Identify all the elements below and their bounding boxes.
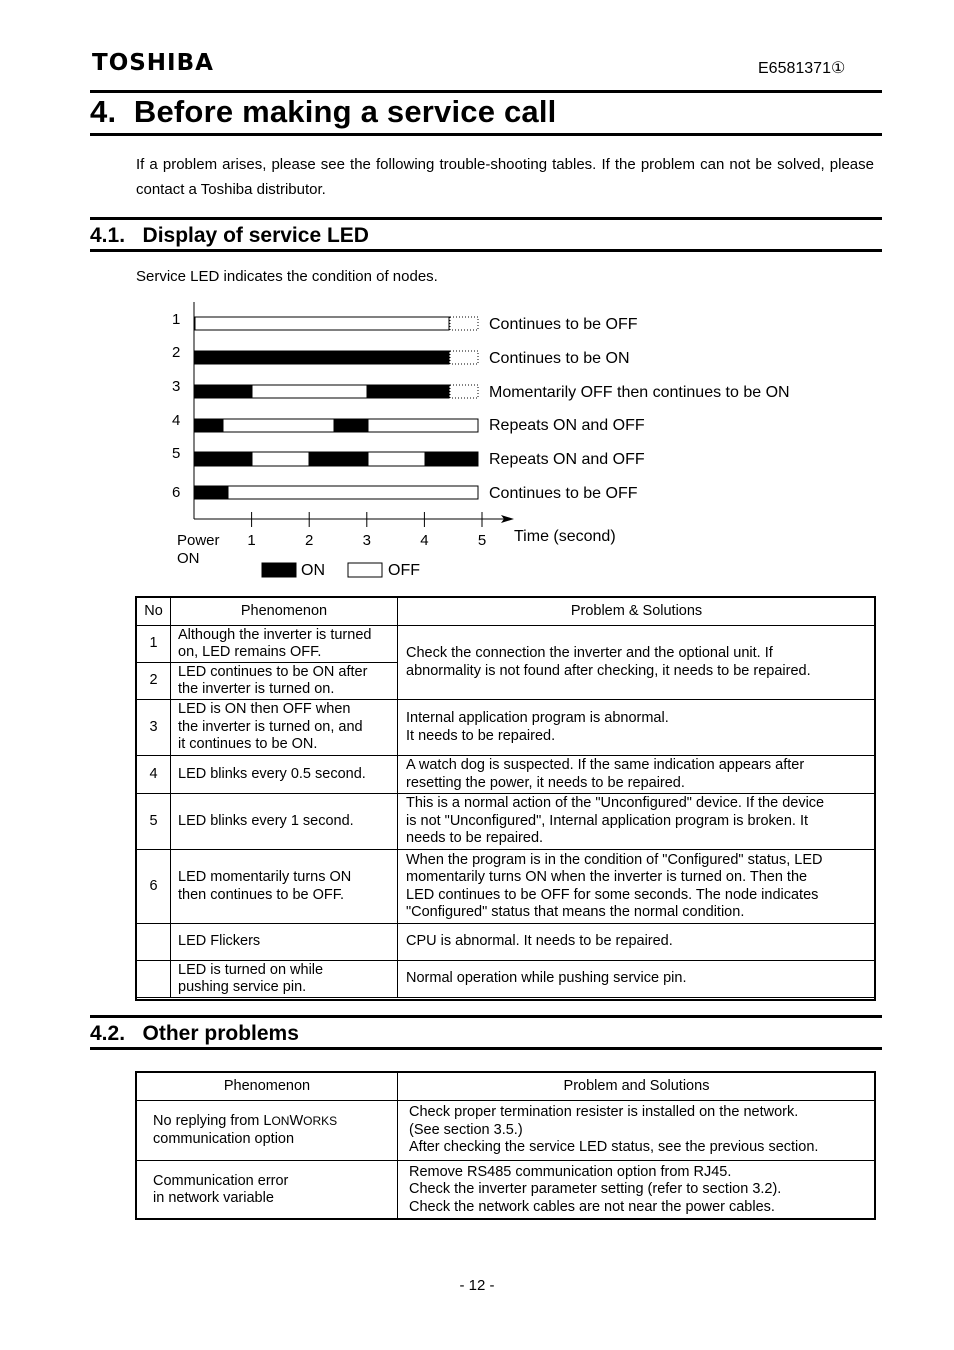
- row-phenomenon: LED blinks every 1 second.: [171, 794, 398, 850]
- row-no: 1: [137, 626, 171, 663]
- row-solution: Remove RS485 communication option from RJ45. Check the inverter parameter setting (refer to section 3.2). Check the network cables are not near the power cables.: [398, 1161, 876, 1220]
- row-phenomenon: Although the inverter is turned on, LED remains OFF.: [171, 626, 398, 663]
- row-number: 5: [172, 445, 181, 462]
- other-problems-table: [136, 1072, 876, 1220]
- section-42-bottom-rule: [90, 1047, 882, 1050]
- row-no: 5: [137, 794, 171, 850]
- table-row: [137, 756, 876, 794]
- table-header-row: [137, 598, 876, 626]
- legend-off-swatch: [348, 563, 382, 577]
- legend-on-swatch: [262, 563, 296, 577]
- row-label: Continues to be OFF: [489, 485, 638, 502]
- toshiba-logo: TOSHIBA: [92, 50, 214, 76]
- time-tick-label: 3: [362, 532, 371, 549]
- row-phenomenon: LED is ON then OFF when the inverter is turned on, and it continues to be ON.: [171, 700, 398, 756]
- header-solutions: Problem and Solutions: [398, 1073, 876, 1101]
- row-solution: Check the connection the inverter and the optional unit. If abnormality is not found after checking, it needs to be repaired.: [398, 626, 876, 700]
- service-led-table: [136, 597, 876, 998]
- service-led-lead: Service LED indicates the condition of nodes.: [136, 268, 438, 285]
- row-label: Continues to be ON: [489, 350, 630, 367]
- row-number: 3: [172, 378, 181, 395]
- row-no: 2: [137, 663, 171, 700]
- row-phenomenon: LED blinks every 0.5 second.: [171, 756, 398, 794]
- page-number: - 12 -: [459, 1277, 495, 1294]
- row-phenomenon: LED continues to be ON after the inverter is turned on.: [171, 663, 398, 700]
- row-number: 2: [172, 344, 181, 361]
- table-row: [137, 961, 876, 998]
- row-solution: Check proper termination resister is installed on the network. (See section 3.5.) After checking the service LED status, see the previous section.: [398, 1101, 876, 1161]
- document-id: E6581371①: [758, 60, 846, 77]
- row-phenomenon: LED momentarily turns ON then continues to be OFF.: [171, 850, 398, 924]
- row-phenomenon: LED Flickers: [171, 924, 398, 961]
- led-timing-diagram: [0, 0, 954, 600]
- header-phenomenon: Phenomenon: [137, 1073, 398, 1101]
- row-solution: Internal application program is abnormal. It needs to be repaired.: [398, 700, 876, 756]
- table-row: [137, 924, 876, 961]
- row-label: Repeats ON and OFF: [489, 417, 645, 434]
- section-4-title: 4. Before making a service call: [90, 94, 557, 129]
- legend-on-label: ON: [301, 562, 325, 579]
- row-label: Momentarily OFF then continues to be ON: [489, 384, 790, 401]
- row-no: 3: [137, 700, 171, 756]
- time-tick-label: 2: [305, 532, 314, 549]
- section-41-title: 4.1. Display of service LED: [90, 224, 369, 247]
- table-row: [137, 700, 876, 756]
- table-row: [137, 794, 876, 850]
- row-solution: This is a normal action of the "Unconfigured" device. If the device is not "Unconfigured", Internal application program is broken. It needs to be repaired.: [398, 794, 876, 850]
- time-tick-label: 5: [477, 532, 487, 549]
- header-phenomenon: Phenomenon: [171, 598, 398, 626]
- row-phenomenon: Communication error in network variable: [137, 1161, 398, 1220]
- time-tick-label: 1: [247, 532, 256, 549]
- row-solution: When the program is in the condition of "Configured" status, LED momentarily turns ON when the inverter is turned on. Then the LED continues to be OFF for some seconds. The node indicates "Configured" status that means the normal condition.: [398, 850, 876, 924]
- row-number: 6: [172, 484, 181, 501]
- row-number: 4: [172, 412, 181, 429]
- row-no: 4: [137, 756, 171, 794]
- table-row: [137, 626, 876, 663]
- led-row-5: [195, 452, 478, 466]
- power-label: ON: [177, 550, 200, 567]
- row-no: [137, 924, 171, 961]
- row-phenomenon: No replying from LONWORKS communication option: [137, 1101, 398, 1161]
- row-phenomenon: LED is turned on while pushing service pin.: [171, 961, 398, 998]
- led-row-6: [195, 486, 478, 499]
- table-header-row: [137, 1073, 876, 1101]
- table-row: [137, 1101, 876, 1161]
- led-row-2: [195, 351, 478, 364]
- row-solution: CPU is abnormal. It needs to be repaired.: [398, 924, 876, 961]
- section-42-title: 4.2. Other problems: [90, 1022, 299, 1045]
- led-row-3: [195, 385, 478, 398]
- time-axis-label: Time (second): [514, 528, 616, 545]
- intro-paragraph: If a problem arises, please see the following trouble-shooting tables. If the problem can not be solved, please contact a Toshiba distributor.: [136, 156, 874, 198]
- row-solution: Normal operation while pushing service pin.: [398, 961, 876, 998]
- table-row: [137, 850, 876, 924]
- row-label: Continues to be OFF: [489, 316, 638, 333]
- led-row-4: [195, 419, 478, 432]
- table-row: [137, 1161, 876, 1220]
- legend-off-label: OFF: [388, 562, 420, 579]
- row-no: 6: [137, 850, 171, 924]
- led-row-1: [195, 317, 478, 330]
- row-label: Repeats ON and OFF: [489, 451, 645, 468]
- power-label: Power: [177, 532, 220, 549]
- time-tick-label: 4: [420, 532, 429, 549]
- section-42-top-rule: [90, 1015, 882, 1018]
- header-solutions: Problem & Solutions: [398, 598, 876, 626]
- header-no: No: [137, 598, 171, 626]
- row-solution: A watch dog is suspected. If the same indication appears after resetting the power, it needs to be repaired.: [398, 756, 876, 794]
- row-number: 1: [172, 311, 181, 328]
- row-no: [137, 961, 171, 998]
